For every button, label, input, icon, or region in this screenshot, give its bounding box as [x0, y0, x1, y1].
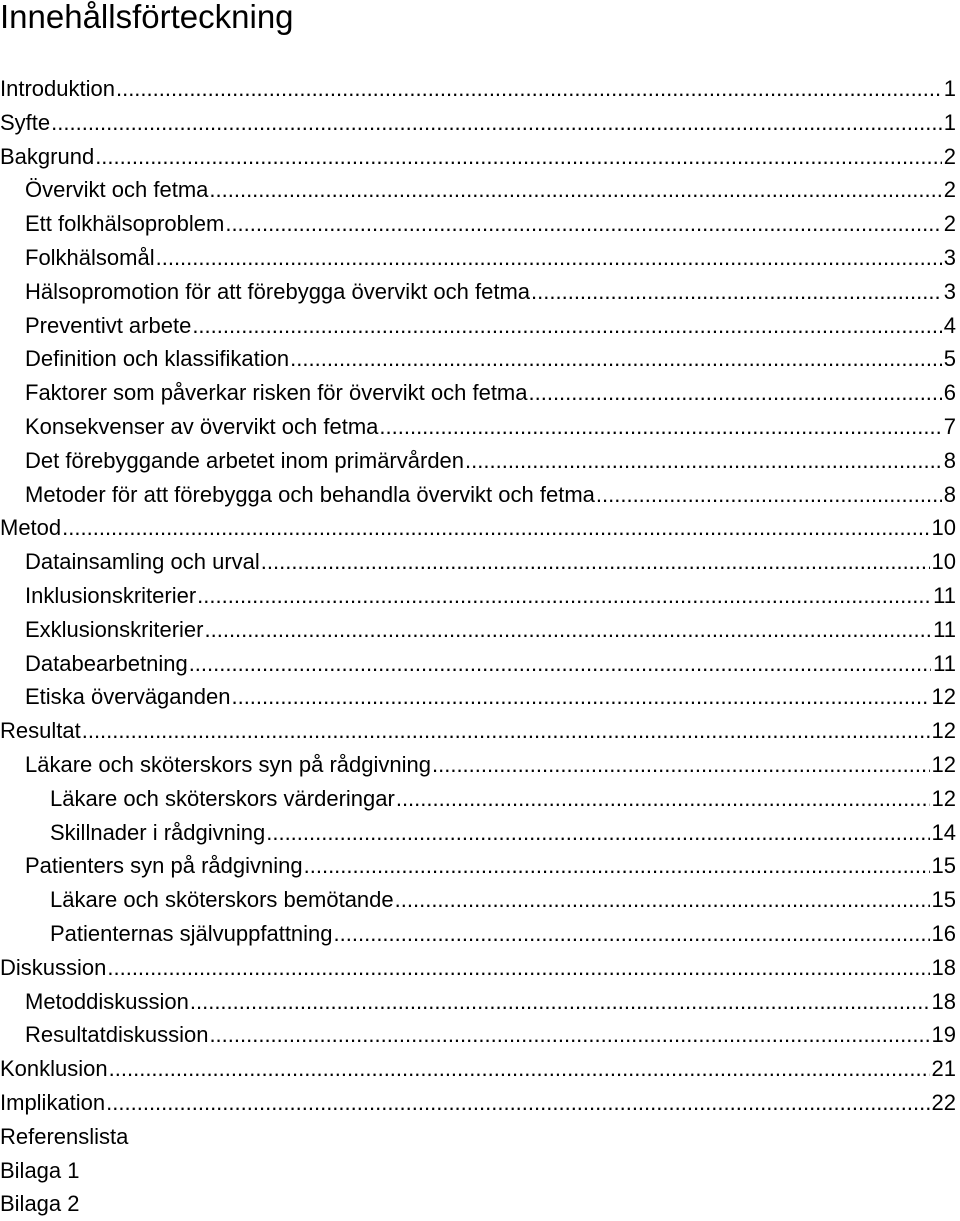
toc-entry-label: Metoder för att förebygga och behandla övervikt och fetma	[25, 481, 595, 507]
toc-dot-leader	[116, 72, 942, 106]
toc-entry-label: Läkare och sköterskors värderingar	[50, 785, 395, 811]
toc-entry[interactable]	[0, 140, 960, 174]
toc-dot-leader	[107, 951, 929, 985]
toc-page-number: 8	[943, 447, 956, 473]
toc-dot-leader	[82, 714, 930, 748]
toc-page-number: 19	[931, 1022, 956, 1048]
toc-page-number: 4	[943, 312, 956, 338]
toc-page-number: 1	[943, 109, 956, 135]
toc-entry[interactable]	[0, 410, 960, 444]
toc-entry-label: Folkhälsomål	[25, 244, 155, 270]
toc-dot-leader	[225, 207, 941, 241]
toc-entry-label: Diskussion	[0, 954, 107, 980]
toc-page-number: 3	[943, 278, 956, 304]
toc-page-number: 7	[943, 413, 956, 439]
toc-dot-leader	[266, 816, 929, 850]
toc-entry-label: Inklusionskriterier	[25, 582, 197, 608]
toc-page-number: 6	[943, 380, 956, 406]
toc-dot-leader	[192, 309, 941, 343]
toc-entry-label: Ett folkhälsoproblem	[25, 211, 225, 237]
toc-entry-label: Patienters syn på rådgivning	[25, 853, 303, 879]
toc-page-number: 11	[933, 650, 956, 676]
toc-entry-label: Resultat	[0, 718, 81, 744]
toc-page-number: 1	[943, 76, 956, 101]
toc-page-number: 11	[933, 616, 956, 642]
toc-dot-leader	[156, 241, 942, 275]
toc-entry-label: Syfte	[0, 109, 51, 135]
toc-dot-leader	[432, 748, 930, 782]
toc-page-number: 2	[943, 177, 956, 203]
toc-entry[interactable]	[0, 511, 960, 545]
toc-entry-label: Hälsopromotion för att förebygga övervikt och fetma	[25, 278, 531, 304]
toc-entry[interactable]	[0, 883, 960, 917]
toc-dot-leader	[231, 680, 929, 714]
toc-entry[interactable]	[0, 106, 960, 140]
toc-page-number: 10	[931, 515, 956, 541]
toc-dot-leader	[290, 342, 942, 376]
toc-entry-label: Referenslista	[0, 1123, 129, 1149]
toc-dot-leader	[189, 647, 931, 681]
toc-entry[interactable]	[0, 816, 960, 850]
toc-dot-leader	[62, 511, 929, 545]
toc-entry[interactable]	[0, 72, 960, 106]
toc-entry-label: Konsekvenser av övervikt och fetma	[25, 413, 379, 439]
toc-page-number: 12	[931, 751, 956, 777]
toc-page-number: 21	[931, 1056, 956, 1082]
toc-entry[interactable]	[0, 782, 960, 816]
toc-page-number: 12	[931, 684, 956, 710]
toc-dot-leader	[209, 1018, 929, 1052]
toc-entry[interactable]	[0, 545, 960, 579]
toc-entry[interactable]	[0, 207, 960, 241]
toc-entry[interactable]	[0, 376, 960, 410]
toc-entry[interactable]	[0, 1120, 960, 1154]
toc-entry-label: Databearbetning	[25, 650, 188, 676]
toc-page-number: 12	[931, 785, 956, 811]
toc-entry-label: Introduktion	[0, 76, 115, 101]
toc-page-number: 12	[931, 718, 956, 744]
toc-dot-leader	[109, 1052, 930, 1086]
toc-page-number: 18	[931, 988, 956, 1014]
toc-page-number: 11	[933, 582, 956, 608]
toc-entry-label: Resultatdiskussion	[25, 1022, 209, 1048]
toc-entry[interactable]	[0, 1018, 960, 1052]
toc-page-number: 8	[943, 481, 956, 507]
toc-entry-label: Preventivt arbete	[25, 312, 192, 338]
toc-entry[interactable]	[0, 1086, 960, 1120]
toc-entry[interactable]	[0, 241, 960, 275]
toc-entry-label: Konklusion	[0, 1056, 108, 1082]
toc-dot-leader	[190, 985, 930, 1019]
toc-entry[interactable]	[0, 613, 960, 647]
toc-list	[0, 72, 960, 1221]
toc-page-number: 16	[931, 920, 956, 946]
toc-dot-leader	[205, 613, 932, 647]
toc-entry[interactable]	[0, 444, 960, 478]
toc-entry[interactable]	[0, 1154, 960, 1188]
toc-dot-leader	[596, 478, 942, 512]
toc-dot-leader	[529, 376, 942, 410]
toc-entry[interactable]	[0, 647, 960, 681]
toc-entry-label: Bakgrund	[0, 143, 95, 169]
toc-dot-leader	[396, 782, 930, 816]
toc-page-number: 15	[931, 887, 956, 913]
toc-entry-label: Etiska överväganden	[25, 684, 231, 710]
toc-entry-label: Det förebyggande arbetet inom primärvården	[25, 447, 465, 473]
toc-entry-label: Metoddiskussion	[25, 988, 189, 1014]
toc-page-number: 22	[931, 1089, 956, 1115]
toc-entry[interactable]	[0, 748, 960, 782]
toc-entry[interactable]	[0, 309, 960, 343]
toc-page-number: 14	[931, 819, 956, 845]
toc-page-number: 10	[931, 549, 956, 575]
toc-entry[interactable]	[0, 917, 960, 951]
toc-entry-label: Bilaga 2	[0, 1191, 80, 1217]
toc-entry[interactable]	[0, 173, 960, 207]
toc-dot-leader	[261, 545, 930, 579]
toc-entry[interactable]	[0, 680, 960, 714]
toc-entry[interactable]	[0, 1052, 960, 1086]
toc-dot-leader	[106, 1086, 929, 1120]
toc-dot-leader	[209, 173, 941, 207]
toc-dot-leader	[379, 410, 941, 444]
toc-page-number: 5	[943, 346, 956, 372]
toc-page-number: 15	[931, 853, 956, 879]
toc-entry[interactable]	[0, 579, 960, 613]
toc-page-number: 18	[931, 954, 956, 980]
toc-entry-label: Exklusionskriterier	[25, 616, 204, 642]
toc-entry[interactable]	[0, 985, 960, 1019]
toc-entry[interactable]	[0, 849, 960, 883]
toc-dot-leader	[465, 444, 942, 478]
toc-entry-label: Övervikt och fetma	[25, 177, 209, 203]
toc-dot-leader	[51, 106, 942, 140]
toc-entry[interactable]	[0, 478, 960, 512]
toc-entry[interactable]	[0, 951, 960, 985]
toc-entry-label: Läkare och sköterskors bemötande	[50, 887, 394, 913]
toc-entry-label: Implikation	[0, 1089, 106, 1115]
toc-entry[interactable]	[0, 275, 960, 309]
toc-entry-label: Datainsamling och urval	[25, 549, 260, 575]
toc-entry-label: Skillnader i rådgivning	[50, 819, 266, 845]
toc-dot-leader	[395, 883, 930, 917]
toc-dot-leader	[531, 275, 942, 309]
toc-entry[interactable]	[0, 714, 960, 748]
toc-entry[interactable]	[0, 342, 960, 376]
toc-dot-leader	[304, 849, 930, 883]
toc-entry-label: Bilaga 1	[0, 1157, 80, 1183]
toc-entry-label: Metod	[0, 515, 62, 541]
toc-entry-label: Patienternas självuppfattning	[50, 920, 333, 946]
toc-entry-label: Läkare och sköterskors syn på rådgivning	[25, 751, 431, 777]
toc-dot-leader	[197, 579, 931, 613]
toc-page-number: 3	[943, 244, 956, 270]
toc-page-number: 2	[943, 143, 956, 169]
toc-dot-leader	[95, 140, 942, 174]
toc-page-number: 2	[943, 211, 956, 237]
toc-entry-label: Faktorer som påverkar risken för övervikt och fetma	[25, 380, 528, 406]
toc-entry-label: Definition och klassifikation	[25, 346, 290, 372]
toc-title: Innehållsförteckning	[0, 0, 294, 35]
toc-dot-leader	[334, 917, 930, 951]
